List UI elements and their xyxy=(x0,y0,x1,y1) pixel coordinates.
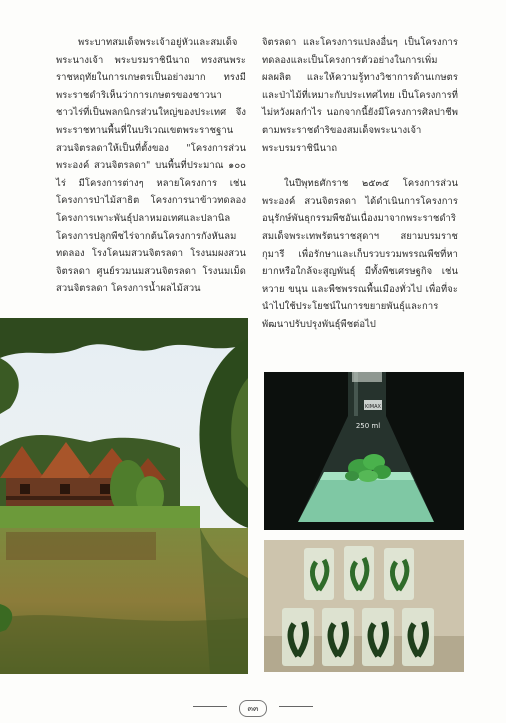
page-number: ๓๓ xyxy=(239,700,268,717)
footer-ornament-left xyxy=(193,706,227,707)
flask-volume-label: 250 ml xyxy=(355,422,381,430)
flask-plantlet-photo xyxy=(264,372,464,530)
right-paragraph-2: ในปีพุทธศักราช ๒๕๓๕ โครงการส่วนพระองค์ สวนจิตรลดา ได้ดำเนินการโครงการอนุรักษ์พันธุกรรมพืชอันเนื่องมาจากพระราชดำริ สมเด็จพระเทพรัตนราชสุดาฯ สยามบรมราชกุมารี เพื่อรักษาและเก็บรวบรวมพรรณพืชที่หายากหรือใกล้จะสูญพันธุ์ มีทั้งพืชเศรษฐกิจ เช่น หวาย ขนุน และพืชพรรณพื้นเมืองทั่วไป เพื่อที่จะนำไปใช้ประโยชน์ในการขยายพันธุ์และการพัฒนาปรับปรุงพันธุ์พืชต่อไป xyxy=(262,178,458,330)
jar-back-row xyxy=(304,546,414,600)
left-paragraph-1: พระบาทสมเด็จพระเจ้าอยู่หัวและสมเด็จพระนางเจ้า พระบรมราชินีนาถ ทรงสนพระราชหฤทัยในการเกษตรเป็นอย่างมาก ทรงมีพระราชดำริเห็นว่าการเกษตรของชาวนาชาวไร่ที่เป็นพลกนิกรส่วนใหญ่ของประเทศ จึงพระราชทานพื้นที่ในบริเวณเขตพระราชฐานสวนจิตรลดาให้เป็นที่ตั้งของ "โครงการส่วนพระองค์ สวนจิตรลดา" บนพื้นที่ประมาณ ๑๐๐ ไร่ มีโครงการต่างๆ หลายโครงการ เช่น โครงการป่าไม้สาธิต โครงการนาข้าวทดลอง โครงการเพาะพันธุ์ปลาหมอเทศและปลานิล โครงการปลูกพืชไร่จากต้นโครงการกังหันลมทดลอง โรงโคนมสวนจิตรลดา โรงนมผงสวนจิตรลดา ศูนย์รวมนมสวนจิตรลดา โรงนมเม็ดสวนจิตรลดา โครงการน้ำผลไม้สวน xyxy=(56,37,246,295)
footer-ornament-right xyxy=(279,706,313,707)
right-text-column xyxy=(262,34,458,334)
page-footer xyxy=(0,696,506,714)
flask-brand-label: KIMAX xyxy=(365,404,381,410)
left-text-column xyxy=(56,34,246,298)
thai-house-pond-photo xyxy=(0,318,248,674)
tissue-culture-jars-photo xyxy=(264,540,464,672)
right-paragraph-1: จิตรลดา และโครงการแปลงอื่นๆ เป็นโครงการทดลองและเป็นโครงการตัวอย่างในการเพิ่มผลผลิต และให้ความรู้ทางวิชาการด้านเกษตรและป่าไม้ที่เหมาะกับประเทศไทย เป็นโครงการที่ไม่หวังผลกำไร นอกจากนี้ยังมีโครงการศิลปาชีพ ตามพระราชดำริของสมเด็จพระนางเจ้า พระบรมราชินีนาถ xyxy=(262,37,458,154)
